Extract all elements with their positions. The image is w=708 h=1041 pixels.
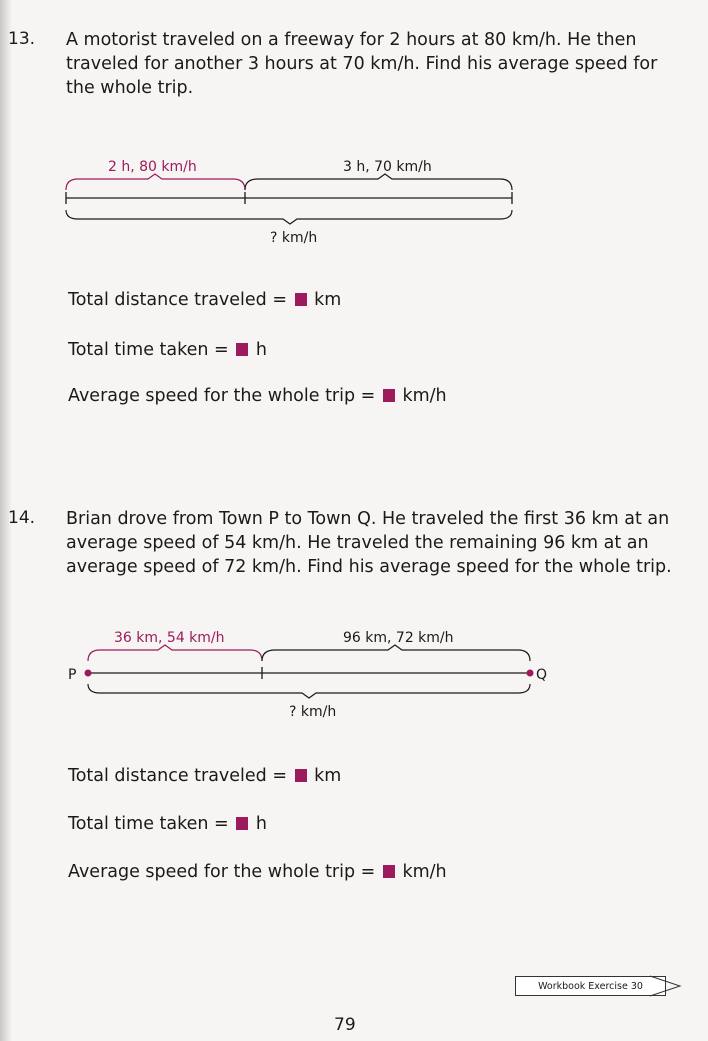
q13-time-unit: h <box>250 340 267 360</box>
q14-distance-unit: km <box>308 766 342 786</box>
q14-speed-unit: km/h <box>396 862 447 882</box>
q14-segment1-label: 36 km, 54 km/h <box>114 630 225 646</box>
q13-distance-unit: km <box>308 290 342 310</box>
question-13-number: 13. <box>8 29 36 49</box>
q13-segment2-label: 3 h, 70 km/h <box>343 159 432 175</box>
q13-speed-unit: km/h <box>396 386 447 406</box>
q14-segment2-label: 96 km, 72 km/h <box>343 630 454 646</box>
q14-average-speed-label: Average speed for the whole trip = <box>68 862 381 882</box>
arrow-right-icon <box>650 976 680 996</box>
q13-segment1-label: 2 h, 80 km/h <box>108 159 197 175</box>
q13-total-time-label: Total time taken = <box>68 340 235 360</box>
q14-end-label: Q <box>536 667 548 683</box>
q14-total-time-label: Total time taken = <box>68 814 235 834</box>
question-13-text: A motorist traveled on a freeway for 2 hours at 80 km/h. He then traveled for another 3 hours at 70 km/h. Find his average speed for the whole trip. <box>66 30 658 98</box>
workbook-exercise-reference: Workbook Exercise 30 <box>515 976 666 996</box>
question-14-text: Brian drove from Town P to Town Q. He traveled the first 36 km at an average speed of 54 km/h. He traveled the remaining 96 km at an average speed of 72 km/h. Find his average speed for the whole trip. <box>66 509 672 577</box>
question-14-number: 14. <box>8 508 36 528</box>
q13-total-label: ? km/h <box>270 230 318 246</box>
q13-average-speed-label: Average speed for the whole trip = <box>68 386 381 406</box>
q13-total-distance-label: Total distance traveled = <box>68 290 293 310</box>
q14-time-unit: h <box>250 814 267 834</box>
page-number: 79 <box>334 1015 356 1035</box>
q14-start-label: P <box>68 667 77 683</box>
q14-total-distance-label: Total distance traveled = <box>68 766 293 786</box>
q14-total-label: ? km/h <box>289 704 337 720</box>
